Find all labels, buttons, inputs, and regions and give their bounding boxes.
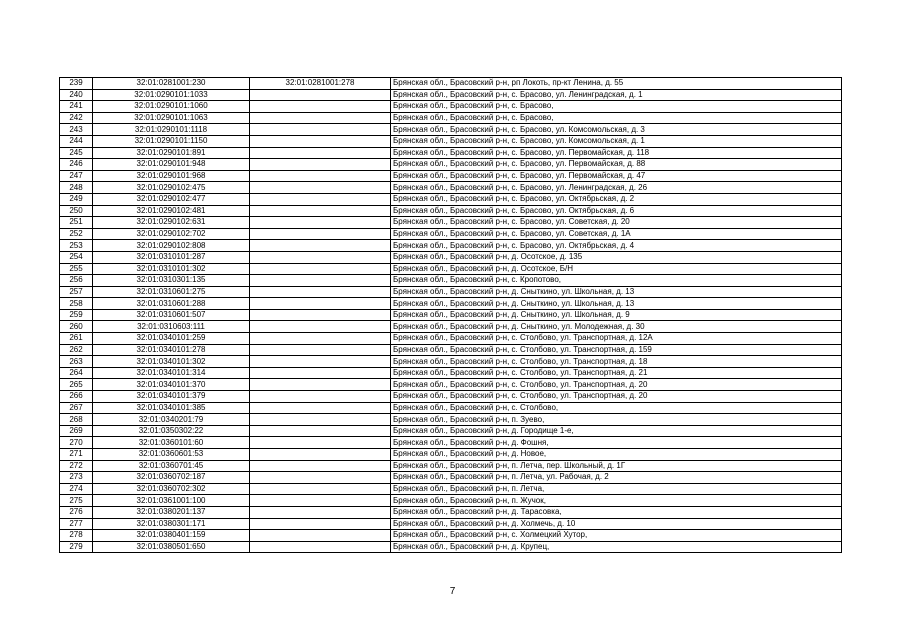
- row-number-cell: 277: [60, 518, 93, 530]
- address-cell: Брянская обл., Брасовский р-н, с. Брасово, ул. Комсомольская, д. 1: [391, 135, 842, 147]
- parent-cadastral-number-cell: [250, 460, 391, 472]
- table-row: [60, 135, 842, 147]
- cadastral-number-cell: 32:01:0360101:60: [93, 437, 250, 449]
- cadastral-number-cell: 32:01:0310601:275: [93, 286, 250, 298]
- row-number-cell: 268: [60, 414, 93, 426]
- row-number-cell: 249: [60, 193, 93, 205]
- parent-cadastral-number-cell: [250, 193, 391, 205]
- row-number-cell: 278: [60, 530, 93, 542]
- table-row: [60, 344, 842, 356]
- row-number-cell: 258: [60, 298, 93, 310]
- cadastral-number-cell: 32:01:0360601:53: [93, 449, 250, 461]
- address-cell: Брянская обл., Брасовский р-н, п. Зуево,: [391, 414, 842, 426]
- cadastral-number-cell: 32:01:0290102:702: [93, 228, 250, 240]
- address-cell: Брянская обл., Брасовский р-н, п. Летча,: [391, 483, 842, 495]
- parent-cadastral-number-cell: [250, 217, 391, 229]
- page-number: 7: [449, 586, 456, 597]
- table-row: [60, 298, 842, 310]
- table-row: [60, 228, 842, 240]
- parent-cadastral-number-cell: [250, 402, 391, 414]
- parent-cadastral-number-cell: [250, 101, 391, 113]
- cadastral-number-cell: 32:01:0310601:507: [93, 309, 250, 321]
- table-row: [60, 379, 842, 391]
- parent-cadastral-number-cell: [250, 228, 391, 240]
- row-number-cell: 261: [60, 333, 93, 345]
- parent-cadastral-number-cell: [250, 159, 391, 171]
- parent-cadastral-number-cell: [250, 391, 391, 403]
- address-cell: Брянская обл., Брасовский р-н, с. Брасово, ул. Первомайская, д. 118: [391, 147, 842, 159]
- cadastral-number-cell: 32:01:0310101:302: [93, 263, 250, 275]
- parent-cadastral-number-cell: [250, 286, 391, 298]
- row-number-cell: 279: [60, 541, 93, 553]
- row-number-cell: 240: [60, 89, 93, 101]
- cadastral-number-cell: 32:01:0340101:370: [93, 379, 250, 391]
- row-number-cell: 269: [60, 425, 93, 437]
- parent-cadastral-number-cell: [250, 379, 391, 391]
- row-number-cell: 250: [60, 205, 93, 217]
- table-row: [60, 78, 842, 90]
- table-row: [60, 425, 842, 437]
- address-cell: Брянская обл., Брасовский р-н, с. Столбово, ул. Транспортная, д. 18: [391, 356, 842, 368]
- cadastral-number-cell: 32:01:0380501:650: [93, 541, 250, 553]
- parent-cadastral-number-cell: [250, 530, 391, 542]
- cadastral-number-cell: 32:01:0380201:137: [93, 506, 250, 518]
- address-cell: Брянская обл., Брасовский р-н, д. Фошня,: [391, 437, 842, 449]
- table-row: [60, 460, 842, 472]
- address-cell: Брянская обл., Брасовский р-н, с. Столбово, ул. Транспортная, д. 21: [391, 367, 842, 379]
- parent-cadastral-number-cell: [250, 483, 391, 495]
- row-number-cell: 270: [60, 437, 93, 449]
- parent-cadastral-number-cell: [250, 437, 391, 449]
- cadastral-number-cell: 32:01:0290102:477: [93, 193, 250, 205]
- parent-cadastral-number-cell: [250, 414, 391, 426]
- row-number-cell: 274: [60, 483, 93, 495]
- address-cell: Брянская обл., Брасовский р-н, с. Столбово, ул. Транспортная, д. 12А: [391, 333, 842, 345]
- cadastral-number-cell: 32:01:0340101:278: [93, 344, 250, 356]
- row-number-cell: 252: [60, 228, 93, 240]
- parent-cadastral-number-cell: [250, 263, 391, 275]
- parent-cadastral-number-cell: [250, 182, 391, 194]
- address-cell: Брянская обл., Брасовский р-н, п. Летча, ул. Рабочая, д. 2: [391, 472, 842, 484]
- parent-cadastral-number-cell: [250, 251, 391, 263]
- row-number-cell: 244: [60, 135, 93, 147]
- address-cell: Брянская обл., Брасовский р-н, с. Брасово,: [391, 112, 842, 124]
- row-number-cell: 272: [60, 460, 93, 472]
- address-cell: Брянская обл., Брасовский р-н, с. Брасово, ул. Октябрьская, д. 4: [391, 240, 842, 252]
- row-number-cell: 256: [60, 275, 93, 287]
- row-number-cell: 253: [60, 240, 93, 252]
- table-row: [60, 101, 842, 113]
- table-row: [60, 321, 842, 333]
- cadastral-number-cell: 32:01:0310301:135: [93, 275, 250, 287]
- table-row: [60, 182, 842, 194]
- cadastral-number-cell: 32:01:0380401:159: [93, 530, 250, 542]
- table-row: [60, 240, 842, 252]
- cadastral-number-cell: 32:01:0290102:631: [93, 217, 250, 229]
- cadastral-number-cell: 32:01:0360701:45: [93, 460, 250, 472]
- row-number-cell: 276: [60, 506, 93, 518]
- table-row: [60, 147, 842, 159]
- row-number-cell: 265: [60, 379, 93, 391]
- cadastral-number-cell: 32:01:0290101:1060: [93, 101, 250, 113]
- address-cell: Брянская обл., Брасовский р-н, с. Брасово, ул. Первомайская, д. 88: [391, 159, 842, 171]
- parent-cadastral-number-cell: [250, 135, 391, 147]
- row-number-cell: 271: [60, 449, 93, 461]
- cadastral-number-cell: 32:01:0281001:230: [93, 78, 250, 90]
- row-number-cell: 254: [60, 251, 93, 263]
- cadastral-number-cell: 32:01:0360702:302: [93, 483, 250, 495]
- cadastral-number-cell: 32:01:0310101:287: [93, 251, 250, 263]
- cadastral-number-cell: 32:01:0340101:259: [93, 333, 250, 345]
- parent-cadastral-number-cell: [250, 205, 391, 217]
- address-cell: Брянская обл., Брасовский р-н, с. Брасово, ул. Первомайская, д. 47: [391, 170, 842, 182]
- row-number-cell: 264: [60, 367, 93, 379]
- address-cell: Брянская обл., Брасовский р-н, рп Локоть, пр-кт Ленина, д. 55: [391, 78, 842, 90]
- table-row: [60, 309, 842, 321]
- row-number-cell: 275: [60, 495, 93, 507]
- address-cell: Брянская обл., Брасовский р-н, с. Столбово, ул. Транспортная, д. 20: [391, 379, 842, 391]
- table-row: [60, 518, 842, 530]
- address-cell: Брянская обл., Брасовский р-н, с. Брасово, ул. Ленинградская, д. 1: [391, 89, 842, 101]
- cadastral-number-cell: 32:01:0290101:1033: [93, 89, 250, 101]
- table-row: [60, 275, 842, 287]
- row-number-cell: 267: [60, 402, 93, 414]
- cadastral-number-cell: 32:01:0310603:111: [93, 321, 250, 333]
- row-number-cell: 245: [60, 147, 93, 159]
- address-cell: Брянская обл., Брасовский р-н, с. Брасово, ул. Ленинградская, д. 26: [391, 182, 842, 194]
- parent-cadastral-number-cell: [250, 333, 391, 345]
- address-cell: Брянская обл., Брасовский р-н, с. Кропотово,: [391, 275, 842, 287]
- address-cell: Брянская обл., Брасовский р-н, п. Жучок,: [391, 495, 842, 507]
- parent-cadastral-number-cell: [250, 309, 391, 321]
- address-cell: Брянская обл., Брасовский р-н, с. Брасово, ул. Октябрьская, д. 6: [391, 205, 842, 217]
- cadastral-number-cell: 32:01:0350302:22: [93, 425, 250, 437]
- table-row: [60, 391, 842, 403]
- address-cell: Брянская обл., Брасовский р-н, д. Сныткино, ул. Школьная, д. 13: [391, 286, 842, 298]
- row-number-cell: 242: [60, 112, 93, 124]
- parent-cadastral-number-cell: [250, 541, 391, 553]
- table-row: [60, 541, 842, 553]
- table-row: [60, 449, 842, 461]
- row-number-cell: 255: [60, 263, 93, 275]
- property-table: [59, 77, 842, 553]
- cadastral-number-cell: 32:01:0340201:79: [93, 414, 250, 426]
- table-row: [60, 333, 842, 345]
- row-number-cell: 246: [60, 159, 93, 171]
- row-number-cell: 243: [60, 124, 93, 136]
- parent-cadastral-number-cell: [250, 240, 391, 252]
- parent-cadastral-number-cell: [250, 89, 391, 101]
- table-row: [60, 437, 842, 449]
- row-number-cell: 239: [60, 78, 93, 90]
- table-row: [60, 483, 842, 495]
- row-number-cell: 266: [60, 391, 93, 403]
- cadastral-number-cell: 32:01:0360702:187: [93, 472, 250, 484]
- cadastral-number-cell: 32:01:0361001:100: [93, 495, 250, 507]
- row-number-cell: 259: [60, 309, 93, 321]
- table-row: [60, 356, 842, 368]
- parent-cadastral-number-cell: 32:01:0281001:278: [250, 78, 391, 90]
- address-cell: Брянская обл., Брасовский р-н, д. Сныткино, ул. Молодежная, д. 30: [391, 321, 842, 333]
- cadastral-number-cell: 32:01:0290101:948: [93, 159, 250, 171]
- cadastral-number-cell: 32:01:0290102:481: [93, 205, 250, 217]
- address-cell: Брянская обл., Брасовский р-н, с. Столбово, ул. Транспортная, д. 159: [391, 344, 842, 356]
- parent-cadastral-number-cell: [250, 298, 391, 310]
- address-cell: Брянская обл., Брасовский р-н, д. Крупец,: [391, 541, 842, 553]
- cadastral-number-cell: 32:01:0290101:1150: [93, 135, 250, 147]
- parent-cadastral-number-cell: [250, 506, 391, 518]
- address-cell: Брянская обл., Брасовский р-н, д. Новое,: [391, 449, 842, 461]
- table-row: [60, 251, 842, 263]
- address-cell: Брянская обл., Брасовский р-н, д. Осотское, д. 135: [391, 251, 842, 263]
- parent-cadastral-number-cell: [250, 425, 391, 437]
- table-row: [60, 414, 842, 426]
- table-row: [60, 217, 842, 229]
- address-cell: Брянская обл., Брасовский р-н, д. Тарасовка,: [391, 506, 842, 518]
- table-row: [60, 530, 842, 542]
- table-row: [60, 112, 842, 124]
- row-number-cell: 260: [60, 321, 93, 333]
- table-row: [60, 472, 842, 484]
- cadastral-number-cell: 32:01:0290101:1063: [93, 112, 250, 124]
- parent-cadastral-number-cell: [250, 367, 391, 379]
- address-cell: Брянская обл., Брасовский р-н, п. Летча, пер. Школьный, д. 1Г: [391, 460, 842, 472]
- row-number-cell: 247: [60, 170, 93, 182]
- address-cell: Брянская обл., Брасовский р-н, д. Сныткино, ул. Школьная, д. 13: [391, 298, 842, 310]
- parent-cadastral-number-cell: [250, 124, 391, 136]
- parent-cadastral-number-cell: [250, 344, 391, 356]
- cadastral-number-cell: 32:01:0290101:891: [93, 147, 250, 159]
- address-cell: Брянская обл., Брасовский р-н, с. Столбово, ул. Транспортная, д. 20: [391, 391, 842, 403]
- address-cell: Брянская обл., Брасовский р-н, с. Столбово,: [391, 402, 842, 414]
- table-row: [60, 495, 842, 507]
- cadastral-number-cell: 32:01:0340101:385: [93, 402, 250, 414]
- cadastral-number-cell: 32:01:0340101:379: [93, 391, 250, 403]
- row-number-cell: 248: [60, 182, 93, 194]
- table-row: [60, 205, 842, 217]
- table-row: [60, 506, 842, 518]
- table-row: [60, 89, 842, 101]
- cadastral-number-cell: 32:01:0290102:475: [93, 182, 250, 194]
- parent-cadastral-number-cell: [250, 147, 391, 159]
- address-cell: Брянская обл., Брасовский р-н, с. Брасово, ул. Октябрьская, д. 2: [391, 193, 842, 205]
- row-number-cell: 241: [60, 101, 93, 113]
- parent-cadastral-number-cell: [250, 472, 391, 484]
- table-row: [60, 367, 842, 379]
- row-number-cell: 262: [60, 344, 93, 356]
- row-number-cell: 273: [60, 472, 93, 484]
- table-row: [60, 263, 842, 275]
- table-row: [60, 159, 842, 171]
- cadastral-number-cell: 32:01:0340101:302: [93, 356, 250, 368]
- cadastral-number-cell: 32:01:0290101:968: [93, 170, 250, 182]
- table-row: [60, 124, 842, 136]
- parent-cadastral-number-cell: [250, 275, 391, 287]
- row-number-cell: 251: [60, 217, 93, 229]
- table-row: [60, 170, 842, 182]
- table-row: [60, 402, 842, 414]
- parent-cadastral-number-cell: [250, 449, 391, 461]
- cadastral-number-cell: 32:01:0340101:314: [93, 367, 250, 379]
- parent-cadastral-number-cell: [250, 170, 391, 182]
- address-cell: Брянская обл., Брасовский р-н, с. Брасово, ул. Комсомольская, д. 3: [391, 124, 842, 136]
- table-row: [60, 286, 842, 298]
- address-cell: Брянская обл., Брасовский р-н, д. Сныткино, ул. Школьная, д. 9: [391, 309, 842, 321]
- address-cell: Брянская обл., Брасовский р-н, с. Брасово, ул. Советская, д. 20: [391, 217, 842, 229]
- cadastral-number-cell: 32:01:0290101:1118: [93, 124, 250, 136]
- address-cell: Брянская обл., Брасовский р-н, д. Осотское, Б/Н: [391, 263, 842, 275]
- table-row: [60, 193, 842, 205]
- address-cell: Брянская обл., Брасовский р-н, с. Брасово, ул. Советская, д. 1А: [391, 228, 842, 240]
- address-cell: Брянская обл., Брасовский р-н, д. Холмечь, д. 10: [391, 518, 842, 530]
- cadastral-number-cell: 32:01:0310601:288: [93, 298, 250, 310]
- parent-cadastral-number-cell: [250, 518, 391, 530]
- row-number-cell: 257: [60, 286, 93, 298]
- table-body: [60, 78, 842, 553]
- address-cell: Брянская обл., Брасовский р-н, д. Городище 1-е,: [391, 425, 842, 437]
- parent-cadastral-number-cell: [250, 495, 391, 507]
- parent-cadastral-number-cell: [250, 321, 391, 333]
- cadastral-number-cell: 32:01:0290102:808: [93, 240, 250, 252]
- cadastral-number-cell: 32:01:0380301:171: [93, 518, 250, 530]
- parent-cadastral-number-cell: [250, 356, 391, 368]
- row-number-cell: 263: [60, 356, 93, 368]
- address-cell: Брянская обл., Брасовский р-н, с. Холмецкий Хутор,: [391, 530, 842, 542]
- parent-cadastral-number-cell: [250, 112, 391, 124]
- address-cell: Брянская обл., Брасовский р-н, с. Брасово,: [391, 101, 842, 113]
